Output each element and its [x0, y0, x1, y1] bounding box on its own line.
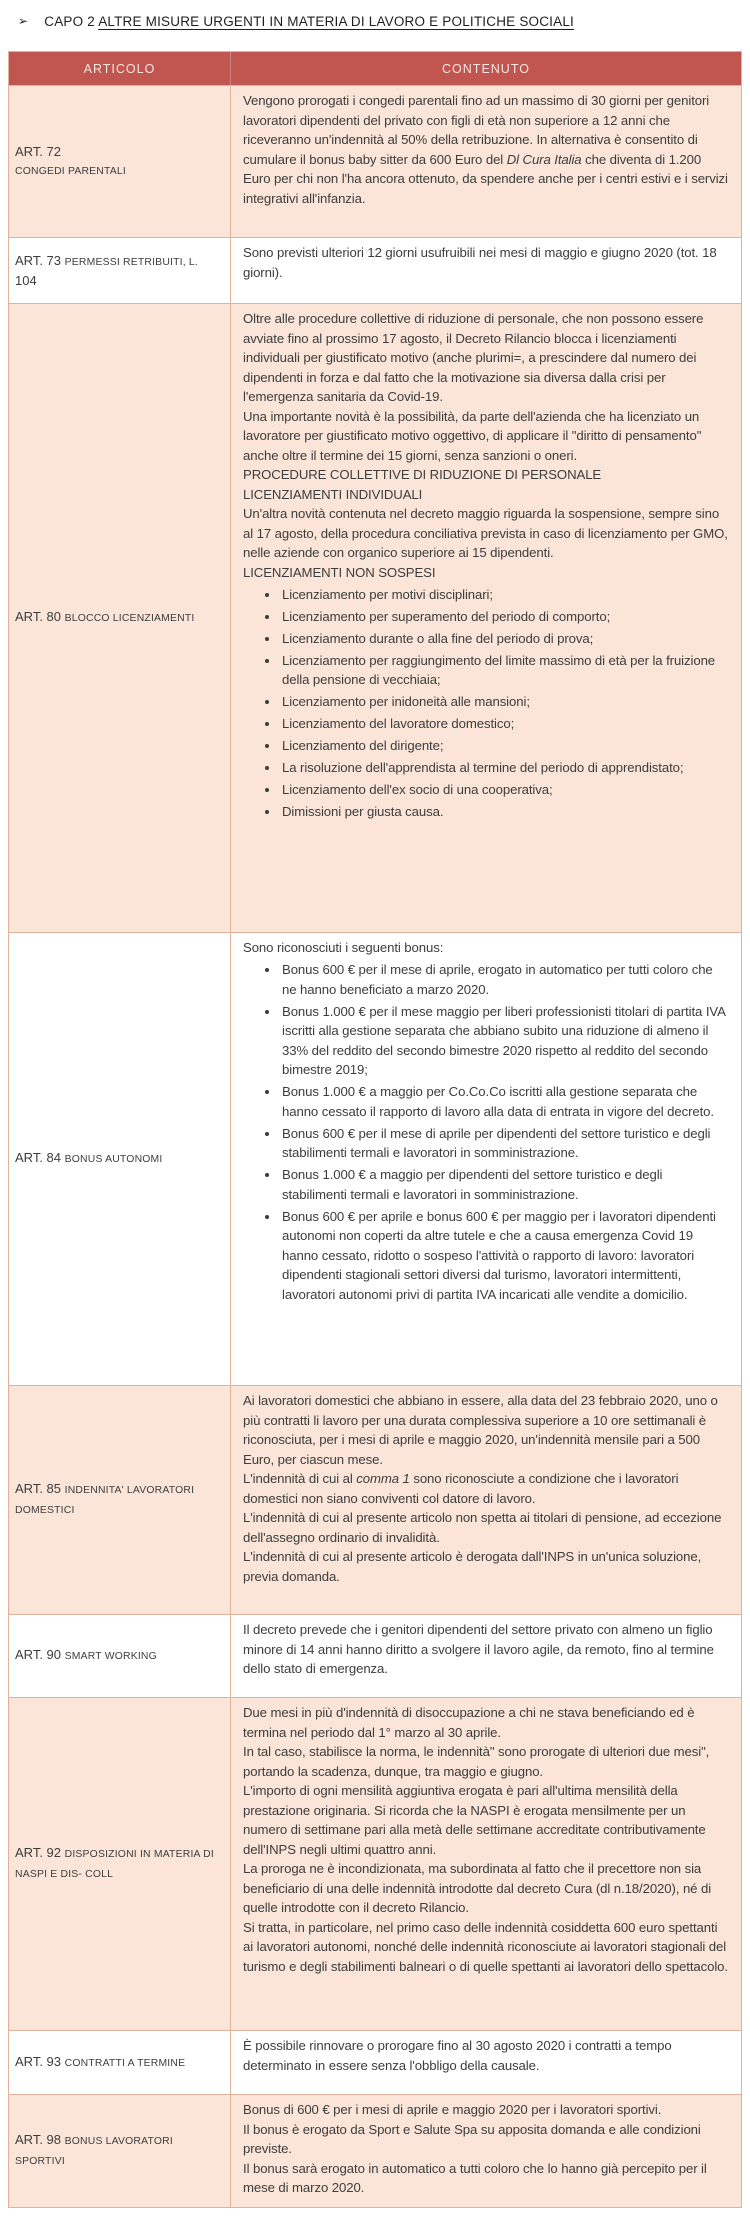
paragraph — [243, 2100, 729, 2120]
text-run: Una importante novità è la possibilità, da parte dell'azienda che ha licenziato un lavoratore per giustificato motivo oggettivo, di applicare il "diritto di pensamento" anche oltre il termine dei 15 giorni, senza sanzioni o oneri. — [243, 408, 702, 463]
paragraph — [243, 1620, 729, 1679]
paragraph — [243, 407, 729, 466]
table-row — [9, 237, 741, 303]
paragraph — [243, 485, 729, 505]
bullet-item — [280, 736, 729, 756]
text-run: CONTRATTI A TERMINE — [64, 2057, 186, 2069]
text-run: PROCEDURE COLLETTIVE DI RIDUZIONE DI PERSONALE — [243, 467, 602, 482]
chapter-label: CAPO 2 — [44, 14, 99, 29]
text-run: ART. 85 — [15, 1481, 65, 1496]
paragraph — [243, 938, 729, 958]
article-label — [15, 143, 126, 181]
bullet-item — [280, 802, 729, 822]
paragraph — [243, 2159, 729, 2198]
text-run: LICENZIAMENTI NON SOSPESI — [243, 564, 436, 580]
text-run: INDENNITA' LAVORATORI DOMESTICI — [15, 1485, 195, 1516]
text-run: L'indennità di cui al presente articolo non spetta ai titolari di pensione, ad eccezione dell'assegno ordinario di invalidità. — [243, 1510, 722, 1545]
bullet-item — [280, 1002, 729, 1080]
text-run: sono riconosciute a condizione che i lavoratori domestici non siano conviventi col datore di lavoro. — [243, 1471, 679, 1506]
paragraph — [243, 2036, 729, 2075]
paragraph — [243, 1918, 729, 1977]
text-run: Bonus 1.000 € a maggio per Co.Co.Co iscritti alla gestione separata che hanno cessato il rapporto di lavoro alla data di entrata in vigore del decreto. — [282, 1084, 714, 1119]
text-run: ART. 72 — [15, 143, 62, 159]
text-run: PERMESSI RETRIBUITI, L. — [64, 256, 198, 268]
article-label — [15, 1149, 163, 1169]
paragraph — [243, 1703, 729, 1742]
text-run: Bonus 600 € per il mese di aprile, erogato in automatico per tutti coloro che ne hanno beneficiato a marzo 2020. — [282, 962, 713, 997]
bullet-item — [280, 1165, 729, 1204]
paragraph — [243, 1469, 729, 1508]
text-run: 104 — [15, 272, 37, 288]
article-label — [15, 1480, 220, 1520]
text-run: Licenziamento per raggiungimento del limite massimo di età per la fruizione della pensione di vecchiaia; — [282, 652, 716, 687]
text-run: La proroga ne è incondizionata, ma subordinata al fatto che il precettore non sia beneficiario di una delle indennità introdotte dal decreto Cura (dl n.18/2020), né di quelle introdotte con il decreto Rilancio. — [243, 1861, 712, 1915]
text-run: Licenziamento per inidoneità alle mansioni; — [282, 694, 530, 709]
text-run: L'indennità di cui al — [243, 1471, 357, 1486]
text-run: Il bonus sarà erogato in automatico a tutti coloro che lo hanno già percepito per il mese di marzo 2020. — [243, 2160, 707, 2195]
article-label — [15, 2131, 220, 2171]
text-run: Ai lavoratori domestici che abbiano in essere, alla data del 23 febbraio 2020, uno o più contratti li lavoro per una durata complessiva superiore a 10 ore settimanali è riconosciuta, per i mesi di aprile e maggio 2020, un'indennità mensile pari a 500 Euro, per ciascun mese. — [243, 1393, 718, 1467]
text-run: Vengono prorogati i congedi parentali fino ad un massimo di 30 giorni per genitori lavoratori dipendenti del privato con figli di età non superiore a 12 anni che riceveranno un'indennità al 50% della retribuzione. In alternativa è consentito di cumulare il bonus baby sitter da 600 Euro del — [243, 93, 710, 167]
text-run: Dimissioni per giusta causa. — [282, 804, 444, 819]
text-run: Licenziamento del lavoratore domestico; — [282, 716, 515, 731]
text-run: ART. 84 — [15, 1150, 65, 1165]
table-row — [9, 2030, 741, 2094]
content-cell — [231, 1698, 741, 2030]
article-cell — [9, 1698, 231, 2030]
text-run: Licenziamento per motivi disciplinari; — [282, 586, 493, 602]
article-cell — [9, 933, 231, 1385]
text-run: Dl Cura Italia — [506, 151, 582, 167]
content-cell — [231, 1386, 741, 1614]
text-run: Oltre alle procedure collettive di riduzione di personale, che non possono essere avviate fino al prossimo 17 agosto, il Decreto Rilancio blocca i licenziamenti individuali per giustificato motivo (anche plurimi=, a prescindere dal numero dei dipendenti in forza e dal fatto che la motivazione sia diversa dalla crisi per l'emergenza sanitaria da Covid-19. — [243, 311, 704, 404]
table-header-row — [9, 52, 741, 85]
table-row — [9, 1614, 741, 1697]
bullet-item — [280, 1124, 729, 1163]
paragraph — [243, 2120, 729, 2159]
bullet-item — [280, 1207, 729, 1305]
paragraph — [243, 1547, 729, 1586]
text-run: Si tratta, in particolare, nel primo caso delle indennità cosiddetta 600 euro spettanti ai lavoratori autonomi, nonché delle indennità riconosciute ai lavoratori stagionali del turismo e degli stabilimenti balneari o di quelle spettanti ai lavoratori dello spettacolo. — [243, 1919, 728, 1974]
text-run: Bonus 600 € per il mese di aprile per dipendenti del settore turistico e degli stabilimenti termali e lavoratori in somministrazione. — [282, 1125, 711, 1160]
text-run: Bonus 1.000 € a maggio per dipendenti del settore turistico e degli stabilimenti termali e lavoratori in somministrazione. — [282, 1167, 663, 1202]
text-run: In tal caso, stabilisce la norma, le indennità" sono prorogate di ulteriori due mesi", portando la scadenza, dunque, tra maggio e giugno. — [243, 1744, 710, 1779]
bullet-item — [280, 607, 729, 627]
bullet-list — [243, 585, 729, 822]
text-run: L'importo di ogni mensilità aggiuntiva erogata è pari all'ultima mensilità della prestazione originaria. Si ricorda che la NASPI è erogata mensilmente per un numero di settimane pari alla metà delle settimane accreditate contributivamente dell'INPS negli ultimi quattro anni. — [243, 1783, 706, 1857]
bullet-item — [280, 585, 729, 605]
paragraph — [243, 1742, 729, 1781]
paragraph — [243, 465, 729, 485]
article-label — [15, 2053, 185, 2073]
article-label — [15, 608, 195, 628]
bullet-item — [280, 651, 729, 690]
text-run: ART. 90 — [15, 1647, 65, 1662]
table-row — [9, 932, 741, 1385]
articles-table — [8, 51, 742, 2208]
content-cell — [231, 933, 741, 1385]
text-run: Licenziamento durante o alla fine del periodo di prova; — [282, 630, 594, 646]
paragraph — [243, 1781, 729, 1859]
paragraph — [243, 1859, 729, 1918]
column-header-articolo: ARTICOLO — [9, 52, 231, 85]
article-label — [15, 252, 220, 290]
text-run: Due mesi in più d'indennità di disoccupazione a chi ne stava beneficiando ed è termina nel periodo dal 1° marzo al 30 aprile. — [243, 1705, 695, 1740]
article-cell — [9, 2031, 231, 2094]
text-run: La risoluzione dell'apprendista al termine del periodo di apprendistato; — [282, 760, 684, 775]
bullet-list — [243, 960, 729, 1304]
text-run: comma 1 — [356, 1471, 410, 1486]
article-cell — [9, 304, 231, 932]
paragraph — [243, 1508, 729, 1547]
paragraph — [243, 1391, 729, 1469]
text-run: LICENZIAMENTI INDIVIDUALI — [243, 486, 423, 502]
text-run: Bonus 600 € per aprile e bonus 600 € per maggio per i lavoratori dipendenti autonomi non coperti da altre tutele e che a causa emergenza Covid 19 hanno cessato, ridotto o sospeso l'attività o rapporto di lavoro: lavoratori dipendenti stagionali settori diversi dal turismo, lavoratori intermittenti, lavoratori autonomi privi di partita IVA incaricati alle vendite a domicilio. — [282, 1208, 716, 1302]
paragraph — [243, 243, 729, 282]
bullet-item — [280, 714, 729, 734]
text-run: Licenziamento per superamento del periodo di comporto; — [282, 608, 611, 624]
text-run: Sono previsti ulteriori 12 giorni usufruibili nei mesi di maggio e giugno 2020 (tot. 18 giorni). — [243, 245, 717, 280]
column-header-contenuto: CONTENUTO — [442, 62, 530, 76]
text-run: ART. 73 — [15, 252, 65, 268]
article-cell — [9, 238, 231, 303]
article-cell — [9, 1615, 231, 1697]
section-heading-text — [44, 14, 574, 29]
paragraph — [243, 563, 729, 583]
text-run: SMART WORKING — [64, 1651, 157, 1662]
table-row — [9, 85, 741, 237]
content-cell — [231, 1615, 741, 1697]
text-run: DISPOSIZIONI IN MATERIA DI NASPI E DIS- COLL — [15, 1849, 214, 1880]
text-run: Bonus di 600 € per i mesi di aprile e maggio 2020 per i lavoratori sportivi. — [243, 2102, 662, 2117]
content-cell — [231, 2095, 741, 2207]
text-run: Il bonus è erogato da Sport e Salute Spa su apposita domanda e alle condizioni previste. — [243, 2121, 701, 2156]
text-run: BONUS LAVORATORI SPORTIVI — [15, 2135, 173, 2167]
content-cell — [231, 304, 741, 932]
content-cell — [231, 86, 741, 237]
text-run: L'indennità di cui al presente articolo è derogata dall'INPS in un'unica soluzione, previa domanda. — [243, 1549, 702, 1584]
article-cell — [9, 2095, 231, 2207]
article-label — [15, 1646, 157, 1666]
chapter-title: ALTRE MISURE URGENTI IN MATERIA DI LAVORO E POLITICHE SOCIALI — [98, 14, 574, 29]
content-cell — [231, 2031, 741, 2094]
bullet-item — [280, 960, 729, 999]
table-row — [9, 2094, 741, 2207]
bullet-item — [280, 692, 729, 712]
text-run: ART. 80 — [15, 609, 65, 624]
text-run: ART. 93 — [15, 2053, 65, 2069]
paragraph — [243, 91, 729, 208]
text-run: Bonus 1.000 € per il mese maggio per liberi professionisti titolari di partita IVA iscritti alla gestione separata che abbiano subito una riduzione di almeno il 33% del reddito del secondo bimestre 2020 rispetto al reddito del secondo bimestre 2019; — [282, 1003, 726, 1077]
bullet-item — [280, 629, 729, 649]
paragraph — [243, 309, 729, 407]
text-run: Licenziamento dell'ex socio di una cooperativa; — [282, 782, 553, 797]
text-run: È possibile rinnovare o prorogare fino al 30 agosto 2020 i contratti a tempo determinato in essere senza l'obbligo della causale. — [243, 2038, 672, 2073]
article-cell — [9, 86, 231, 237]
table-row — [9, 303, 741, 932]
bullet-item — [280, 780, 729, 800]
paragraph — [243, 504, 729, 563]
text-run: Un'altra novità contenuta nel decreto maggio riguarda la sospensione, sempre sino al 17 agosto, della procedura conciliativa prevista in caso di licenziamento per GMO, nelle aziende con organico superiore ai 15 dipendenti. — [243, 506, 728, 560]
text-run: BLOCCO LICENZIAMENTI — [64, 613, 195, 624]
arrow-head-right-icon: ➢ — [18, 14, 29, 28]
text-run: Il decreto prevede che i genitori dipendenti del settore privato con almeno un figlio minore di 14 anni hanno diritto a svolgere il lavoro agile, da remoto, fino al termine dello stato di emergenza. — [243, 1622, 714, 1676]
article-cell — [9, 1386, 231, 1614]
bullet-item — [280, 1082, 729, 1121]
section-heading — [18, 14, 742, 29]
content-cell — [231, 238, 741, 303]
text-run: ART. 98 — [15, 2131, 65, 2147]
text-run: ART. 92 — [15, 1845, 65, 1860]
table-row — [9, 1385, 741, 1614]
bullet-item — [280, 758, 729, 778]
article-label — [15, 1844, 220, 1884]
text-run: Licenziamento del dirigente; — [282, 738, 444, 753]
text-run: BONUS AUTONOMI — [64, 1154, 163, 1165]
text-run: CONGEDI PARENTALI — [15, 165, 126, 177]
text-run: che diventa di 1.200 Euro per chi non l'ha ancora ottenuto, da spendere anche per i centri estivi e i servizi integrativi all'infanzia. — [243, 151, 728, 206]
text-run: Sono riconosciuti i seguenti bonus: — [243, 940, 444, 955]
table-row — [9, 1697, 741, 2030]
table-body — [9, 85, 741, 2207]
